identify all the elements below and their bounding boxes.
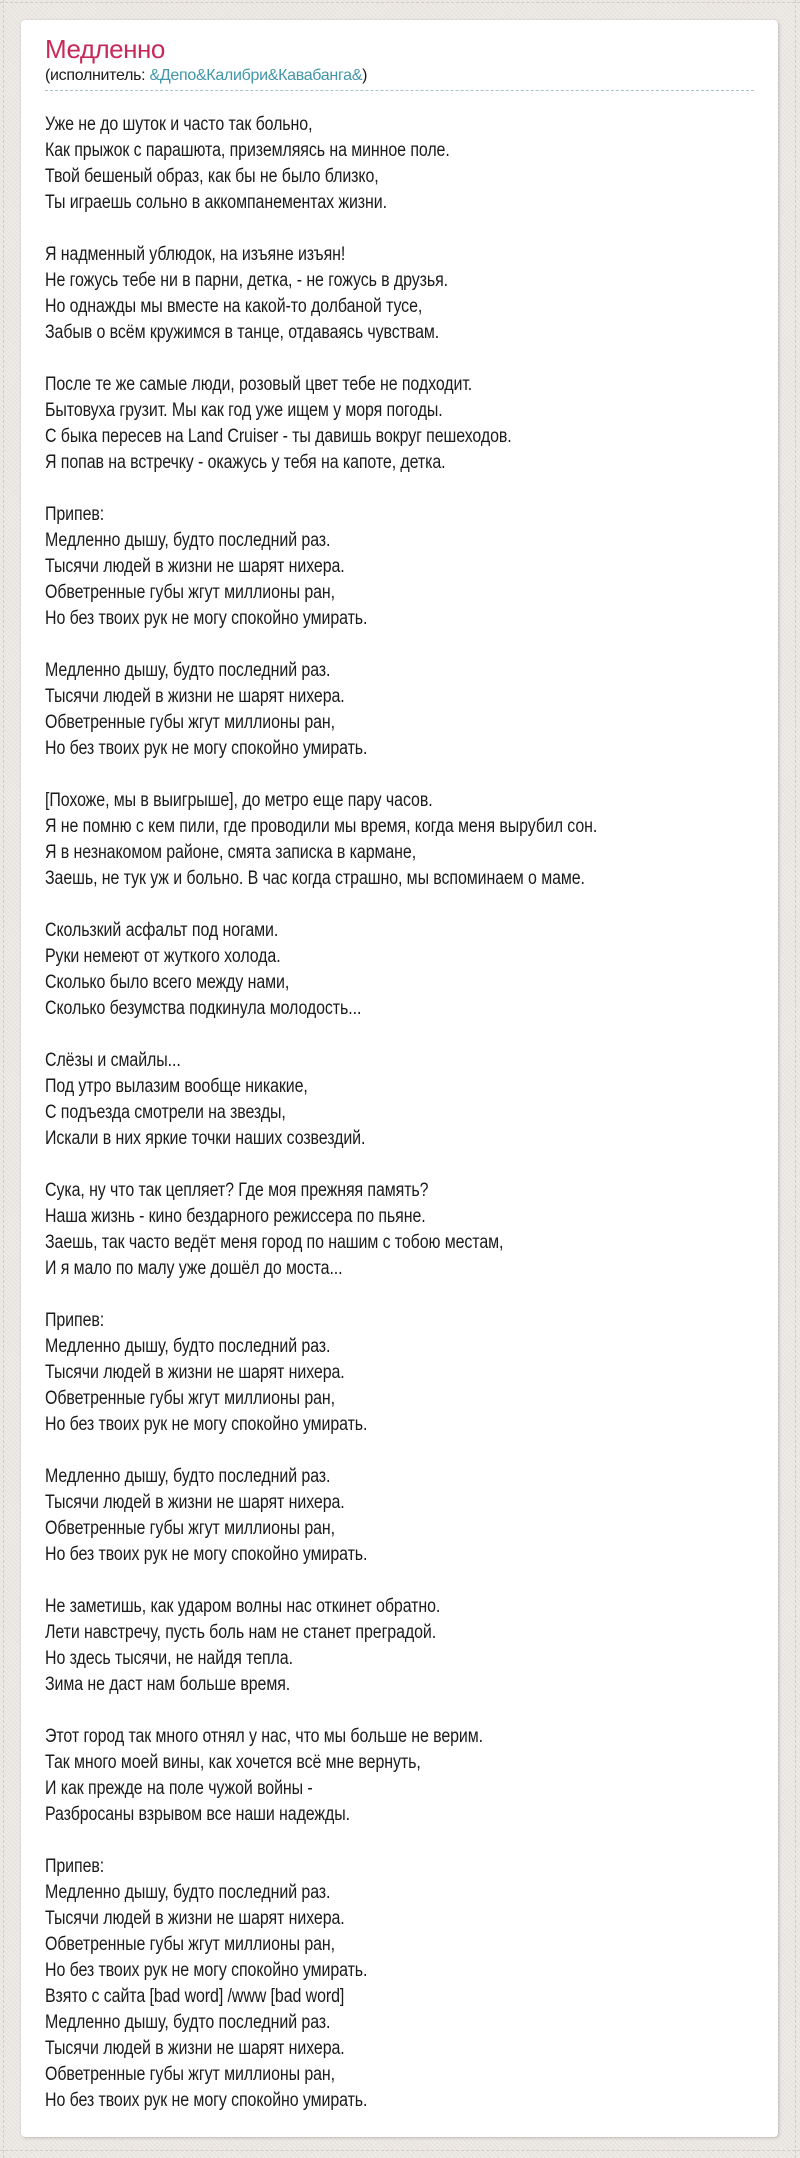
- lyric-line: Этот город так много отнял у нас, что мы больше не верим.: [45, 1726, 483, 1747]
- lyric-line: Я не помню с кем пили, где проводили мы время, когда меня вырубил сон.: [45, 816, 598, 837]
- lyric-line: Я в незнакомом районе, смята записка в кармане,: [45, 842, 417, 863]
- stanza: [45, 788, 772, 892]
- lyric-line: Твой бешеный образ, как бы не было близко,: [45, 166, 379, 187]
- stanza: [45, 1308, 772, 1438]
- lyric-line: Обветренные губы жгут миллионы ран,: [45, 712, 336, 733]
- lyric-line: Обветренные губы жгут миллионы ран,: [45, 2064, 336, 2085]
- lyric-line: Как прыжок с парашюта, приземляясь на минное поле.: [45, 140, 450, 161]
- lyric-line: Не заметишь, как ударом волны нас откинет обратно.: [45, 1596, 441, 1617]
- lyric-line: С быка пересев на Land Cruiser - ты давишь вокруг пешеходов.: [45, 426, 512, 447]
- background-stitch-right: [795, 0, 796, 2158]
- lyric-line: Тысячи людей в жизни не шарят нихера.: [45, 1492, 345, 1513]
- lyric-line: Медленно дышу, будто последний раз.: [45, 1466, 331, 1487]
- stanza: [45, 1594, 772, 1698]
- lyric-line: Тысячи людей в жизни не шарят нихера.: [45, 1362, 345, 1383]
- lyric-line: Я попав на встречку - окажусь у тебя на капоте, детка.: [45, 452, 446, 473]
- stanza: [45, 1854, 772, 2114]
- lyrics-text: [45, 91, 772, 2137]
- lyric-line: После те же самые люди, розовый цвет тебе не подходит.: [45, 374, 473, 395]
- lyric-line: Наша жизнь - кино бездарного режиссера по пьяне.: [45, 1206, 426, 1227]
- lyric-line: Сколько было всего между нами,: [45, 972, 290, 993]
- lyric-line: Припев:: [45, 1856, 105, 1877]
- lyric-line: Медленно дышу, будто последний раз.: [45, 2012, 331, 2033]
- lyric-line: С подъезда смотрели на звезды,: [45, 1102, 286, 1123]
- lyric-line: Медленно дышу, будто последний раз.: [45, 660, 331, 681]
- stanza: [45, 658, 772, 762]
- lyric-line: Но однажды мы вместе на какой-то долбаной тусе,: [45, 296, 423, 317]
- lyric-line: Медленно дышу, будто последний раз.: [45, 530, 331, 551]
- lyric-line: Но без твоих рук не могу спокойно умирать.: [45, 1544, 368, 1565]
- lyric-line: Но без твоих рук не могу спокойно умирать.: [45, 608, 368, 629]
- lyric-line: Припев:: [45, 504, 105, 525]
- lyric-line: Медленно дышу, будто последний раз.: [45, 1882, 331, 1903]
- lyric-line: Сука, ну что так цепляет? Где моя прежняя память?: [45, 1180, 429, 1201]
- lyric-line: И я мало по малу уже дошёл до моста...: [45, 1258, 343, 1279]
- lyric-line: Ты играешь сольно в аккомпанементах жизни.: [45, 192, 387, 213]
- lyric-line: Сколько безумства подкинула молодость...: [45, 998, 362, 1019]
- lyric-line: Не гожусь тебе ни в парни, детка, - не гожусь в друзья.: [45, 270, 449, 291]
- lyric-line: Заешь, не тук уж и больно. В час когда страшно, мы вспоминаем о маме.: [45, 868, 585, 889]
- lyric-line: Под утро вылазим вообще никакие,: [45, 1076, 308, 1097]
- background-stitch-left: [3, 0, 4, 2158]
- stanza: [45, 918, 772, 1022]
- lyric-line: Тысячи людей в жизни не шарят нихера.: [45, 556, 345, 577]
- lyric-line: Припев:: [45, 1310, 105, 1331]
- lyric-line: Обветренные губы жгут миллионы ран,: [45, 1934, 336, 1955]
- background-stitch-bottom: [0, 2150, 800, 2151]
- lyric-line: Но здесь тысячи, не найдя тепла.: [45, 1648, 293, 1669]
- song-title: Медленно: [45, 34, 165, 64]
- lyric-line: Тысячи людей в жизни не шарят нихера.: [45, 686, 345, 707]
- lyric-line: Забыв о всём кружимся в танце, отдаваясь чувствам.: [45, 322, 440, 343]
- lyric-line: Разбросаны взрывом все наши надежды.: [45, 1804, 350, 1825]
- lyric-line: Но без твоих рук не могу спокойно умирать.: [45, 2090, 368, 2111]
- lyric-line: Заешь, так часто ведёт меня город по нашим с тобою местам,: [45, 1232, 504, 1253]
- lyric-line: Руки немеют от жуткого холода.: [45, 946, 281, 967]
- lyric-line: Обветренные губы жгут миллионы ран,: [45, 1518, 336, 1539]
- lyric-line: Зима не даст нам больше время.: [45, 1674, 291, 1695]
- lyric-line: Я надменный ублюдок, на изъяне изъян!: [45, 244, 346, 265]
- stanza: [45, 1464, 772, 1568]
- lyric-line: Так много моей вины, как хочется всё мне вернуть,: [45, 1752, 421, 1773]
- stanza: [45, 1048, 772, 1152]
- lyric-line: Искали в них яркие точки наших созвездий.: [45, 1128, 366, 1149]
- stanza: [45, 502, 772, 632]
- lyric-line: Но без твоих рук не могу спокойно умирать.: [45, 1960, 368, 1981]
- artist-link[interactable]: &Депо&Калибри&Кавабанга&: [149, 67, 363, 84]
- stanza: [45, 372, 772, 476]
- lyric-line: Уже не до шуток и часто так больно,: [45, 114, 313, 135]
- lyric-line: Но без твоих рук не могу спокойно умирать.: [45, 1414, 368, 1435]
- lyric-line: Скользкий асфальт под ногами.: [45, 920, 279, 941]
- stanza: [45, 1724, 772, 1828]
- lyric-line: Обветренные губы жгут миллионы ран,: [45, 1388, 336, 1409]
- lyrics-card: [21, 20, 778, 2137]
- stanza: [45, 1178, 772, 1282]
- stanza: [45, 112, 772, 216]
- lyric-line: Тысячи людей в жизни не шарят нихера.: [45, 2038, 345, 2059]
- lyric-line: Тысячи людей в жизни не шарят нихера.: [45, 1908, 345, 1929]
- lyric-line: Медленно дышу, будто последний раз.: [45, 1336, 331, 1357]
- lyric-line: Лети навстречу, пусть боль нам не станет преградой.: [45, 1622, 437, 1643]
- lyric-line: [Похоже, мы в выигрыше], до метро еще пару часов.: [45, 790, 433, 811]
- lyric-line: Но без твоих рук не могу спокойно умирать.: [45, 738, 368, 759]
- lyric-line: Слёзы и смайлы...: [45, 1050, 181, 1071]
- lyric-line: Бытовуха грузит. Мы как год уже ищем у моря погоды.: [45, 400, 443, 421]
- lyric-line: И как прежде на поле чужой войны -: [45, 1778, 313, 1799]
- artist-label: (исполнитель:: [45, 67, 150, 84]
- page-header: [45, 34, 754, 86]
- lyric-line: Взято с сайта [bad word] /www [bad word]: [45, 1986, 345, 2007]
- artist-line: [45, 66, 754, 86]
- background-stitch-top: [0, 2, 800, 3]
- artist-close-paren: ): [362, 67, 368, 84]
- stanza: [45, 242, 772, 346]
- lyric-line: Обветренные губы жгут миллионы ран,: [45, 582, 336, 603]
